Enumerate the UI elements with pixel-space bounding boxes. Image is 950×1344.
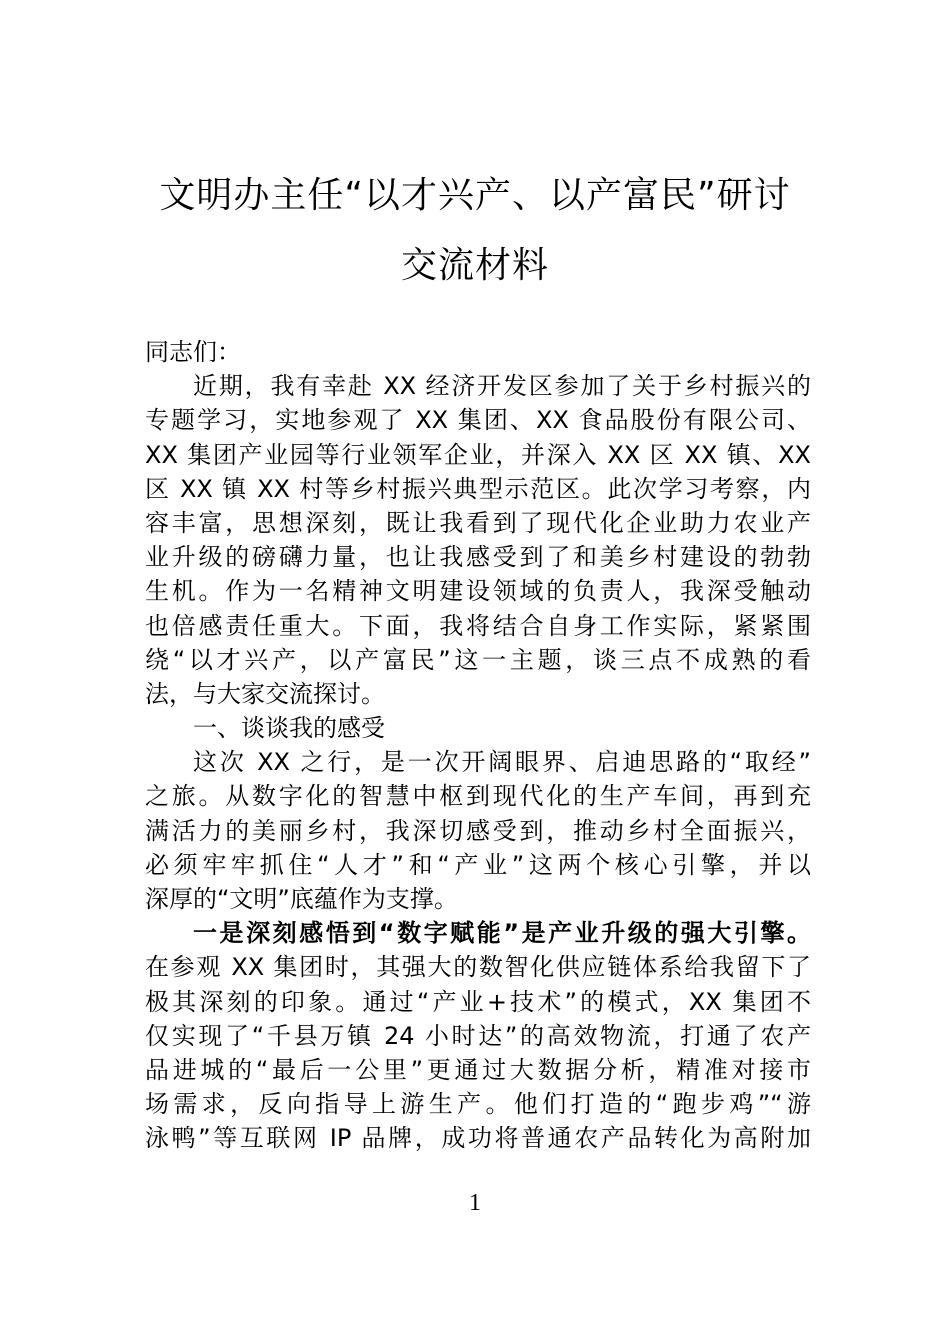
document-title-line-1: 文明办主任“以才兴产、以产富民”研讨 (159, 175, 791, 216)
paragraph-1-line: 区 XX 镇 XX 村等乡村振兴典型示范区。此次学习考察，内 (145, 474, 811, 503)
paragraph-1-line: 容丰富，思想深刻，既让我看到了现代化企业助力农业产 (145, 508, 811, 537)
paragraph-1-line: 也倍感责任重大。下面，我将结合自身工作实际，紧紧围 (145, 611, 811, 640)
paragraph-1-line: XX 集团产业园等行业领军企业，并深入 XX 区 XX 镇、XX (145, 440, 811, 469)
document-body (145, 335, 811, 1156)
page-number: 1 (469, 1190, 481, 1216)
paragraph-3-line: 在参观 XX 集团时，其强大的数智化供应链体系给我留下了 (145, 953, 811, 982)
salutation: 同志们： (145, 338, 241, 366)
paragraph-3-line: 仅实现了“千县万镇 24 小时达”的高效物流，打通了农产 (145, 1021, 811, 1050)
section-heading: 一、谈谈我的感受 (193, 714, 385, 743)
paragraph-2-line: 之旅。从数字化的智慧中枢到现代化的生产车间，再到充 (145, 782, 811, 811)
paragraph-3-line: 品进城的“最后一公里”更通过大数据分析，精准对接市 (145, 1055, 811, 1084)
paragraph-3-line: 场需求，反向指导上游生产。他们打造的“跑步鸡”“游 (145, 1090, 811, 1119)
paragraph-3-line: 泳鸭”等互联网 IP 品牌，成功将普通农产品转化为高附加 (145, 1124, 811, 1153)
paragraph-1-line: 法，与大家交流探讨。 (145, 679, 385, 708)
paragraph-3-line: 极其深刻的印象。通过“产业+技术”的模式，XX 集团不 (145, 987, 811, 1016)
paragraph-1-line: 业升级的磅礴力量，也让我感受到了和美乡村建设的勃勃 (145, 543, 811, 572)
paragraph-2-line: 这次 XX 之行，是一次开阔眼界、启迪思路的“取经” (193, 748, 811, 777)
paragraph-1-line: 绕“以才兴产，以产富民”这一主题，谈三点不成熟的看 (145, 645, 811, 674)
document-title-line-2: 交流材料 (400, 245, 549, 286)
paragraph-2-line: 满活力的美丽乡村，我深切感受到，推动乡村全面振兴， (145, 816, 811, 845)
paragraph-1-line: 生机。作为一名精神文明建设领域的负责人，我深受触动 (145, 577, 811, 606)
paragraph-2-line: 深厚的“文明”底蕴作为支撑。 (145, 885, 458, 913)
paragraph-1-line: 专题学习，实地参观了 XX 集团、XX 食品股份有限公司、 (145, 406, 811, 435)
paragraph-2-line: 必须牢牢抓住“人才”和“产业”这两个核心引擎，并以 (145, 850, 811, 879)
paragraph-1-line: 近期，我有幸赴 XX 经济开发区参加了关于乡村振兴的 (193, 372, 811, 401)
bold-subheading: 一是深刻感悟到“数字赋能”是产业升级的强大引擎。 (193, 919, 811, 948)
